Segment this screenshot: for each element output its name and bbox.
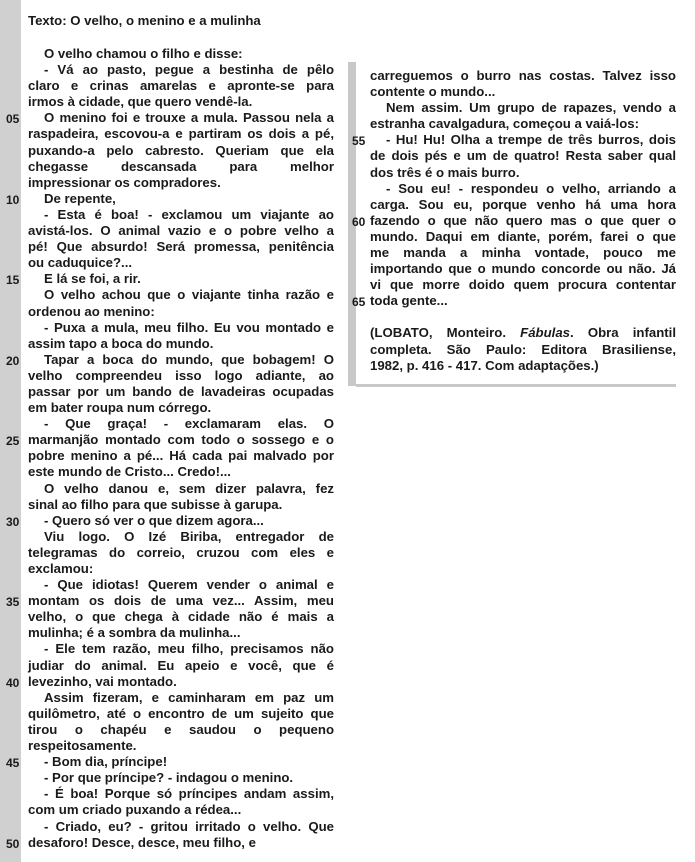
- text-line: passar por um bando de lavadeiras ocupadas: [28, 383, 334, 399]
- citation-line-3: 1982, p. 416 - 417. Com adaptações.): [370, 357, 599, 373]
- text-line: E lá se foi, a rir.: [44, 271, 141, 287]
- text-line: O menino foi e trouxe a mula. Passou nela a: [44, 110, 334, 126]
- bottom-rule: [356, 384, 676, 387]
- citation-book-title: Fábulas: [520, 325, 571, 341]
- text-line: mundo. Daqui em diante, porém, farei o que: [370, 228, 676, 244]
- text-line: O velho danou e, sem dizer palavra, fez: [44, 480, 334, 496]
- text-line: - Sou eu! - respondeu o velho, arriando a: [386, 180, 676, 196]
- line-number: 45: [6, 756, 20, 771]
- text-line: - Que idiotas! Querem vender o animal e: [44, 577, 334, 593]
- text-line: chegasse descansada para melhor: [28, 158, 334, 174]
- left-margin-bar: [0, 0, 21, 862]
- text-line: velho compreendeu isso logo adiante, ao: [28, 367, 334, 383]
- citation-rest: . Obra infantil: [570, 325, 676, 341]
- right-column-body: [370, 68, 676, 309]
- text-line: carga. Sou eu, porque venho há uma hora: [370, 196, 676, 212]
- text-line: telegramas do correio, cruzou com eles e: [28, 544, 334, 560]
- text-line: com um criado puxando a rédea...: [28, 802, 242, 818]
- text-line: - Bom dia, príncipe!: [44, 754, 168, 770]
- text-line: importando que o mundo concorde ou não. Já: [370, 261, 676, 277]
- text-line: toda gente...: [370, 293, 448, 309]
- text-line: - Esta é boa! - exclamou um viajante ao: [44, 206, 334, 222]
- text-line: marmanjão montado com todo o sossego e o: [28, 432, 334, 448]
- line-number: 30: [6, 514, 20, 529]
- line-number: 40: [6, 675, 20, 690]
- text-line: O velho chamou o filho e disse:: [44, 46, 243, 61]
- text-line: - Que graça! - exclamaram elas. O: [44, 416, 334, 432]
- citation-author: (LOBATO, Monteiro.: [370, 325, 521, 341]
- text-line: em bater roupa num córrego.: [28, 400, 212, 416]
- text-line: - É boa! Porque só príncipes andam assim,: [44, 786, 334, 802]
- text-line: respeitosamente.: [28, 738, 137, 754]
- text-line: Nem assim. Um grupo de rapazes, vendo a: [386, 100, 676, 116]
- text-line: - Puxa a mula, meu filho. Eu vou montado e: [44, 319, 334, 335]
- text-line: vi que morre doido quem procura contentar: [370, 277, 676, 293]
- text-line: impressionar os compradores.: [28, 174, 221, 190]
- text-line: desaforo! Desce, desce, meu filho, e: [28, 834, 256, 850]
- text-line: raspadeira, escovou-a e partiram os dois a pé,: [28, 126, 334, 142]
- text-line: De repente,: [44, 190, 116, 206]
- text-line: Viu logo. O Izé Biriba, entregador de: [44, 528, 334, 544]
- text-line: ou caduquice?...: [28, 255, 133, 271]
- line-number: 25: [6, 434, 20, 449]
- right-column: [370, 68, 676, 374]
- line-number: 35: [6, 595, 20, 610]
- text-line: velho, o que chega à cidade não é mais a: [28, 609, 334, 625]
- text-line: - Por que príncipe? - indagou o menino.: [44, 770, 294, 786]
- line-number: 65: [352, 295, 366, 310]
- line-number: 60: [352, 214, 366, 229]
- text-line: me manda a minha vontade, pouco me: [370, 245, 676, 261]
- text-line: assim tapo a boca do mundo.: [28, 335, 214, 351]
- text-line: pé! Que absurdo! Será promessa, penitência: [28, 239, 334, 255]
- text-line: tirou o chapéu e saudou o pequeno: [28, 721, 334, 737]
- text-line: sinal ao filho para que subisse à garupa.: [28, 496, 283, 512]
- text-line: judiar do animal. Eu apeio e você, que é: [28, 657, 334, 673]
- text-line: fazendo o que não quero mas o que quer o: [370, 212, 676, 228]
- text-line: puxando-a pelo cabresto. Queriam que ela: [28, 142, 334, 158]
- text-line: exclamou:: [28, 561, 94, 576]
- text-line: - Quero só ver o que dizem agora...: [44, 512, 264, 528]
- text-line: - Ele tem razão, meu filho, precisamos não: [44, 641, 334, 657]
- line-number: 50: [6, 836, 20, 851]
- line-number: 55: [352, 134, 366, 149]
- text-line: carreguemos o burro nas costas. Talvez isso: [370, 68, 676, 83]
- text-line: levezinho, vai montado.: [28, 673, 177, 689]
- text-line: - Hu! Hu! Olha a trempe de três burros, dois: [386, 132, 676, 148]
- left-column: [28, 12, 334, 851]
- text-line: Tapar a boca do mundo, que bobagem! O: [44, 351, 334, 367]
- text-line: pobre menino a pé... Há cada pai malvado por: [28, 448, 334, 464]
- text-line: - Criado, eu? - gritou irritado o velho. Que: [44, 818, 334, 834]
- text-title: Texto: O velho, o menino e a mulinha: [28, 13, 261, 28]
- text-line: ordenou ao menino:: [28, 303, 155, 319]
- line-number: 20: [6, 353, 20, 368]
- text-line: de dois pés e um de quatro! Resta saber qual: [370, 148, 676, 164]
- text-line: claro e crinas amarelas e apronte-se para: [28, 78, 334, 94]
- text-line: quilômetro, até o encontro de um sujeito que: [28, 705, 334, 721]
- text-line: - Vá ao pasto, pegue a bestinha de pêlo: [44, 62, 334, 78]
- text-line: O velho achou que o viajante tinha razão e: [44, 287, 334, 303]
- text-line: estranha cavalgadura, começou a vaiá-los:: [370, 116, 639, 132]
- line-number: 15: [6, 273, 20, 288]
- text-line: avistá-los. O animal vazio e o pobre velho a: [28, 223, 334, 239]
- citation-line-1: [370, 325, 676, 341]
- text-line: dos três é o mais burro.: [370, 164, 520, 180]
- line-number: 10: [6, 192, 20, 207]
- text-line: este mundo de Cristo... Credo!...: [28, 464, 231, 480]
- left-column-body: [28, 46, 334, 851]
- text-line: irmos à cidade, que quero vendê-la.: [28, 94, 253, 110]
- text-line: Assim fizeram, e caminharam em paz um: [44, 689, 334, 705]
- text-line: montam os dois de uma vez... Assim, meu: [28, 593, 334, 609]
- text-line: mulinha; é a sombra da mulinha...: [28, 625, 241, 641]
- citation-line-2: completa. São Paulo: Editora Brasiliense,: [370, 341, 676, 357]
- line-number: 05: [6, 112, 20, 127]
- text-line: contente o mundo...: [370, 84, 496, 100]
